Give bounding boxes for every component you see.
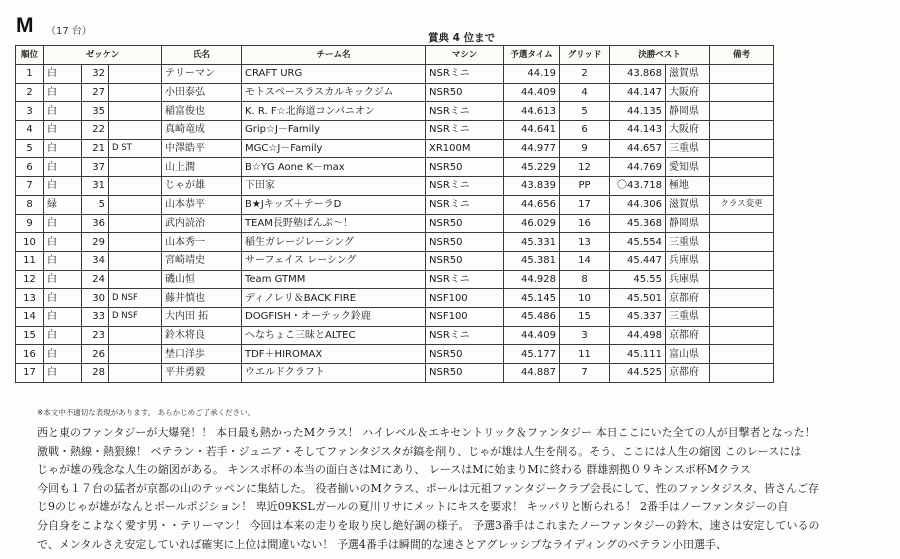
machine-cell: NSRミニ: [426, 326, 504, 345]
best-lap-cell: 44.498: [610, 326, 666, 345]
qualifying-time-cell: 46.029: [504, 214, 560, 233]
bib-color-cell: 白: [44, 102, 82, 121]
article-line: で、メンタルさえ安定していれば確実に上位は間違いない！ 予選4番手は瞬間的な速さとアグレッシブなライディングのベテラン小田選手、: [37, 537, 727, 551]
prefecture-cell: 三重県: [666, 307, 710, 326]
grid-position-cell: 16: [560, 214, 610, 233]
article-line: 西と東のファンタジーが大爆発！！ 本日最も熱かったMクラス！ ハイレベル＆エキセントリック＆ファンタジー 本日ここにいた全ての人が目撃者となった！: [37, 426, 816, 439]
qualifying-time-cell: 45.486: [504, 307, 560, 326]
best-lap-cell: 〇43.718: [610, 177, 666, 196]
table-row: [16, 326, 774, 345]
qualifying-time-cell: 45.177: [504, 345, 560, 364]
bib-tag-cell: D NSF: [109, 289, 162, 308]
table-row: [16, 233, 774, 252]
best-lap-cell: 44.147: [610, 83, 666, 102]
article-line: 今回も１７台の猛者が京都の山のテッペンに集結した。 役者揃いのMクラス、ポールは元祖ファンタジークラブ会長にして、性のファンタジスタ、皆さんご存: [37, 481, 820, 495]
best-lap-cell: 44.769: [610, 158, 666, 177]
qualifying-time-cell: 44.19: [504, 65, 560, 84]
article-line: じ9のじゃが雄がなんとポールポジション！ 卑近09KSLガールの夏川リサにメットにキスを要求！ キッパリと断られる！ 2番手はノーファンタジーの自: [37, 500, 789, 514]
remarks-cell: [710, 177, 774, 196]
machine-cell: NSR50: [426, 83, 504, 102]
prefecture-cell: 大阪府: [666, 121, 710, 140]
best-lap-cell: 44.657: [610, 139, 666, 158]
prefecture-cell: 京都府: [666, 364, 710, 383]
col-machine: マシン: [426, 46, 504, 65]
remarks-cell: [710, 307, 774, 326]
machine-cell: NSF100: [426, 307, 504, 326]
machine-cell: NSR50: [426, 233, 504, 252]
grid-position-cell: 7: [560, 364, 610, 383]
position-cell: 1: [16, 65, 44, 84]
bib-color-cell: 白: [44, 214, 82, 233]
remarks-cell: [710, 233, 774, 252]
bib-number-cell: 35: [82, 102, 109, 121]
rider-name-cell: 山本秀一: [162, 233, 242, 252]
remarks-cell: [710, 326, 774, 345]
qualifying-time-cell: 44.887: [504, 364, 560, 383]
team-name-cell: 稲生ガレージレーシング: [242, 233, 426, 252]
bib-number-cell: 23: [82, 326, 109, 345]
machine-cell: NSRミニ: [426, 121, 504, 140]
best-lap-cell: 44.143: [610, 121, 666, 140]
team-name-cell: TDF＋HIROMAX: [242, 345, 426, 364]
bib-number-cell: 32: [82, 65, 109, 84]
grid-position-cell: 2: [560, 65, 610, 84]
bib-color-cell: 白: [44, 121, 82, 140]
remarks-cell: [710, 83, 774, 102]
class-title: M: [16, 14, 34, 37]
grid-position-cell: 12: [560, 158, 610, 177]
bib-number-cell: 5: [82, 195, 109, 214]
position-cell: 13: [16, 289, 44, 308]
team-name-cell: 下田家: [242, 177, 426, 196]
rider-name-cell: 大内田 拓: [162, 307, 242, 326]
table-row: [16, 270, 774, 289]
rider-name-cell: 武内読治: [162, 214, 242, 233]
bib-number-cell: 22: [82, 121, 109, 140]
remarks-cell: [710, 364, 774, 383]
position-cell: 3: [16, 102, 44, 121]
team-name-cell: CRAFT URG: [242, 65, 426, 84]
remarks-cell: [710, 121, 774, 140]
prefecture-cell: 三重県: [666, 233, 710, 252]
prefecture-cell: 滋賀県: [666, 65, 710, 84]
table-row: [16, 307, 774, 326]
best-lap-cell: 45.55: [610, 270, 666, 289]
position-cell: 16: [16, 345, 44, 364]
remarks-cell: クラス変更: [710, 195, 774, 214]
remarks-cell: [710, 158, 774, 177]
qualifying-time-cell: 44.656: [504, 195, 560, 214]
rider-name-cell: テリーマン: [162, 65, 242, 84]
rider-name-cell: 磯山恒: [162, 270, 242, 289]
remarks-cell: [710, 139, 774, 158]
grid-position-cell: 14: [560, 251, 610, 270]
team-name-cell: サーフェイス レーシング: [242, 251, 426, 270]
team-name-cell: ディノレリ＆BACK FIRE: [242, 289, 426, 308]
rider-name-cell: 小田泰弘: [162, 83, 242, 102]
bib-number-cell: 37: [82, 158, 109, 177]
qualifying-time-cell: 44.409: [504, 326, 560, 345]
remarks-cell: [710, 270, 774, 289]
prefecture-cell: 京都府: [666, 289, 710, 308]
footnote: ※本文中不適切な表現があります。 あらかじめご了承ください。: [37, 408, 256, 417]
rider-name-cell: 山本恭平: [162, 195, 242, 214]
rider-name-cell: 藤井慎也: [162, 289, 242, 308]
bib-color-cell: 白: [44, 345, 82, 364]
machine-cell: NSF100: [426, 289, 504, 308]
bib-tag-cell: [109, 251, 162, 270]
bib-tag-cell: [109, 83, 162, 102]
bib-number-cell: 31: [82, 177, 109, 196]
best-lap-cell: 44.306: [610, 195, 666, 214]
rider-name-cell: 埜口洋歩: [162, 345, 242, 364]
results-body: [16, 65, 774, 383]
position-cell: 4: [16, 121, 44, 140]
table-row: [16, 65, 774, 84]
position-cell: 10: [16, 233, 44, 252]
position-cell: 14: [16, 307, 44, 326]
bib-tag-cell: [109, 195, 162, 214]
best-lap-cell: 44.135: [610, 102, 666, 121]
machine-cell: NSR50: [426, 364, 504, 383]
article-text: [37, 424, 887, 554]
machine-cell: NSRミニ: [426, 177, 504, 196]
table-row: [16, 177, 774, 196]
grid-position-cell: 11: [560, 345, 610, 364]
bib-tag-cell: D NSF: [109, 307, 162, 326]
remarks-cell: [710, 251, 774, 270]
rider-name-cell: 中澤皓平: [162, 139, 242, 158]
bib-color-cell: 白: [44, 83, 82, 102]
prefecture-cell: 極地: [666, 177, 710, 196]
machine-cell: NSRミニ: [426, 270, 504, 289]
grid-position-cell: PP: [560, 177, 610, 196]
qualifying-time-cell: 44.613: [504, 102, 560, 121]
rider-name-cell: 平井勇毅: [162, 364, 242, 383]
prefecture-cell: 兵庫県: [666, 251, 710, 270]
article-line: 激戦・熱線・熱狠線！ ベテラン・若手・ジュニア・そしてファンタジスタが鎬を削り、じゃが雄は人生を削る。そう、ここには人生の縮図 このレースには: [37, 444, 802, 458]
grid-position-cell: 5: [560, 102, 610, 121]
prefecture-cell: 大阪府: [666, 83, 710, 102]
col-grid: グリッド: [560, 46, 610, 65]
team-name-cell: ウエルドクラフト: [242, 364, 426, 383]
rider-name-cell: じゃが雄: [162, 177, 242, 196]
col-name: 氏名: [162, 46, 242, 65]
prefecture-cell: 兵庫県: [666, 270, 710, 289]
col-team: チーム名: [242, 46, 426, 65]
bib-color-cell: 白: [44, 233, 82, 252]
qualifying-time-cell: 45.145: [504, 289, 560, 308]
prefecture-cell: 静岡県: [666, 102, 710, 121]
prefecture-cell: 愛知県: [666, 158, 710, 177]
position-cell: 8: [16, 195, 44, 214]
article-line: じゃが雄の残念な人生の縮図がある。 キンスポ杯の本当の面白さはMにあり、 レースはMに始まりMに終わる 群雄割拠０９キンスポ杯Mクラス: [37, 463, 751, 477]
position-cell: 9: [16, 214, 44, 233]
table-row: [16, 251, 774, 270]
position-cell: 7: [16, 177, 44, 196]
bib-number-cell: 26: [82, 345, 109, 364]
bib-color-cell: 白: [44, 307, 82, 326]
position-cell: 15: [16, 326, 44, 345]
bib-number-cell: 33: [82, 307, 109, 326]
table-row: [16, 345, 774, 364]
rider-name-cell: 鈴木将良: [162, 326, 242, 345]
team-name-cell: TEAM長野塾ぱんぶ～！: [242, 214, 426, 233]
rider-name-cell: 宮崎靖史: [162, 251, 242, 270]
bib-tag-cell: [109, 233, 162, 252]
team-name-cell: B☆YG Aone K－max: [242, 158, 426, 177]
table-row: [16, 289, 774, 308]
qualifying-time-cell: 44.409: [504, 83, 560, 102]
table-row: [16, 102, 774, 121]
best-lap-cell: 45.337: [610, 307, 666, 326]
position-cell: 17: [16, 364, 44, 383]
bib-color-cell: 白: [44, 158, 82, 177]
bib-color-cell: 白: [44, 326, 82, 345]
position-cell: 5: [16, 139, 44, 158]
best-lap-cell: 45.368: [610, 214, 666, 233]
grid-position-cell: 6: [560, 121, 610, 140]
bib-tag-cell: [109, 177, 162, 196]
bib-tag-cell: [109, 345, 162, 364]
remarks-cell: [710, 214, 774, 233]
rider-name-cell: 山上潤: [162, 158, 242, 177]
rider-name-cell: 稲富俊也: [162, 102, 242, 121]
best-lap-cell: 45.447: [610, 251, 666, 270]
qualifying-time-cell: 44.641: [504, 121, 560, 140]
prize-note: 賞典 4 位まで: [428, 32, 496, 44]
machine-cell: NSR50: [426, 345, 504, 364]
team-name-cell: Grip☆J－Family: [242, 121, 426, 140]
bib-color-cell: 緑: [44, 195, 82, 214]
prefecture-cell: 滋賀県: [666, 195, 710, 214]
rider-name-cell: 真崎竜成: [162, 121, 242, 140]
bib-tag-cell: [109, 121, 162, 140]
grid-position-cell: 3: [560, 326, 610, 345]
grid-position-cell: 8: [560, 270, 610, 289]
bib-number-cell: 29: [82, 233, 109, 252]
bib-color-cell: 白: [44, 364, 82, 383]
bib-color-cell: 白: [44, 289, 82, 308]
grid-position-cell: 9: [560, 139, 610, 158]
bib-tag-cell: [109, 270, 162, 289]
car-count: （17 台）: [46, 26, 92, 37]
bib-color-cell: 白: [44, 251, 82, 270]
grid-position-cell: 4: [560, 83, 610, 102]
col-note: 備考: [710, 46, 774, 65]
position-cell: 2: [16, 83, 44, 102]
qualifying-time-cell: 45.229: [504, 158, 560, 177]
table-row: [16, 214, 774, 233]
qualifying-time-cell: 44.977: [504, 139, 560, 158]
col-pos: 順位: [16, 46, 44, 65]
team-name-cell: Team GTMM: [242, 270, 426, 289]
best-lap-cell: 43.868: [610, 65, 666, 84]
table-row: [16, 364, 774, 383]
bib-tag-cell: [109, 65, 162, 84]
grid-position-cell: 17: [560, 195, 610, 214]
bib-number-cell: 28: [82, 364, 109, 383]
table-header-row: [16, 46, 774, 65]
bib-number-cell: 34: [82, 251, 109, 270]
team-name-cell: へなちょこ三昧とALTEC: [242, 326, 426, 345]
col-best: 決勝ベスト: [610, 46, 710, 65]
position-cell: 6: [16, 158, 44, 177]
machine-cell: XR100M: [426, 139, 504, 158]
position-cell: 12: [16, 270, 44, 289]
table-row: [16, 158, 774, 177]
table-row: [16, 83, 774, 102]
prefecture-cell: 富山県: [666, 345, 710, 364]
best-lap-cell: 45.554: [610, 233, 666, 252]
bib-tag-cell: [109, 102, 162, 121]
prefecture-cell: 静岡県: [666, 214, 710, 233]
best-lap-cell: 44.525: [610, 364, 666, 383]
table-row: [16, 195, 774, 214]
bib-color-cell: 白: [44, 139, 82, 158]
bib-tag-cell: [109, 158, 162, 177]
team-name-cell: MGC☆J－Family: [242, 139, 426, 158]
bib-color-cell: 白: [44, 65, 82, 84]
machine-cell: NSR50: [426, 158, 504, 177]
team-name-cell: B★Jキッズ＋テーラD: [242, 195, 426, 214]
machine-cell: NSR50: [426, 214, 504, 233]
bib-color-cell: 白: [44, 270, 82, 289]
qualifying-time-cell: 45.331: [504, 233, 560, 252]
position-cell: 11: [16, 251, 44, 270]
bib-tag-cell: [109, 364, 162, 383]
prefecture-cell: 三重県: [666, 139, 710, 158]
remarks-cell: [710, 102, 774, 121]
machine-cell: NSRミニ: [426, 102, 504, 121]
article-line: 分自身をこよなく愛す男・・テリーマン！ 今回は本来の走りを取り戻し絶好調の様子。 予選3番手はこれまたノーファンタジーの鈴木、速さは安定しているの: [37, 518, 820, 532]
machine-cell: NSR50: [426, 251, 504, 270]
col-qual: 予選タイム: [504, 46, 560, 65]
machine-cell: NSRミニ: [426, 65, 504, 84]
grid-position-cell: 10: [560, 289, 610, 308]
bib-tag-cell: [109, 214, 162, 233]
bib-tag-cell: [109, 326, 162, 345]
table-row: [16, 139, 774, 158]
best-lap-cell: 45.111: [610, 345, 666, 364]
bib-number-cell: 36: [82, 214, 109, 233]
remarks-cell: [710, 345, 774, 364]
team-name-cell: K. R. F☆北海道コンパニオン: [242, 102, 426, 121]
col-number: ゼッケン: [44, 46, 162, 65]
bib-color-cell: 白: [44, 177, 82, 196]
bib-number-cell: 21: [82, 139, 109, 158]
bib-number-cell: 30: [82, 289, 109, 308]
qualifying-time-cell: 45.381: [504, 251, 560, 270]
bib-tag-cell: D ST: [109, 139, 162, 158]
qualifying-time-cell: 43.839: [504, 177, 560, 196]
team-name-cell: DOGFISH・オーテック鈴鹿: [242, 307, 426, 326]
grid-position-cell: 15: [560, 307, 610, 326]
bib-number-cell: 24: [82, 270, 109, 289]
prefecture-cell: 京都府: [666, 326, 710, 345]
team-name-cell: モトスペースラスカルキックジム: [242, 83, 426, 102]
table-row: [16, 121, 774, 140]
machine-cell: NSRミニ: [426, 195, 504, 214]
remarks-cell: [710, 65, 774, 84]
grid-position-cell: 13: [560, 233, 610, 252]
bib-number-cell: 27: [82, 83, 109, 102]
qualifying-time-cell: 44.928: [504, 270, 560, 289]
remarks-cell: [710, 289, 774, 308]
results-table: [15, 45, 774, 383]
best-lap-cell: 45.501: [610, 289, 666, 308]
